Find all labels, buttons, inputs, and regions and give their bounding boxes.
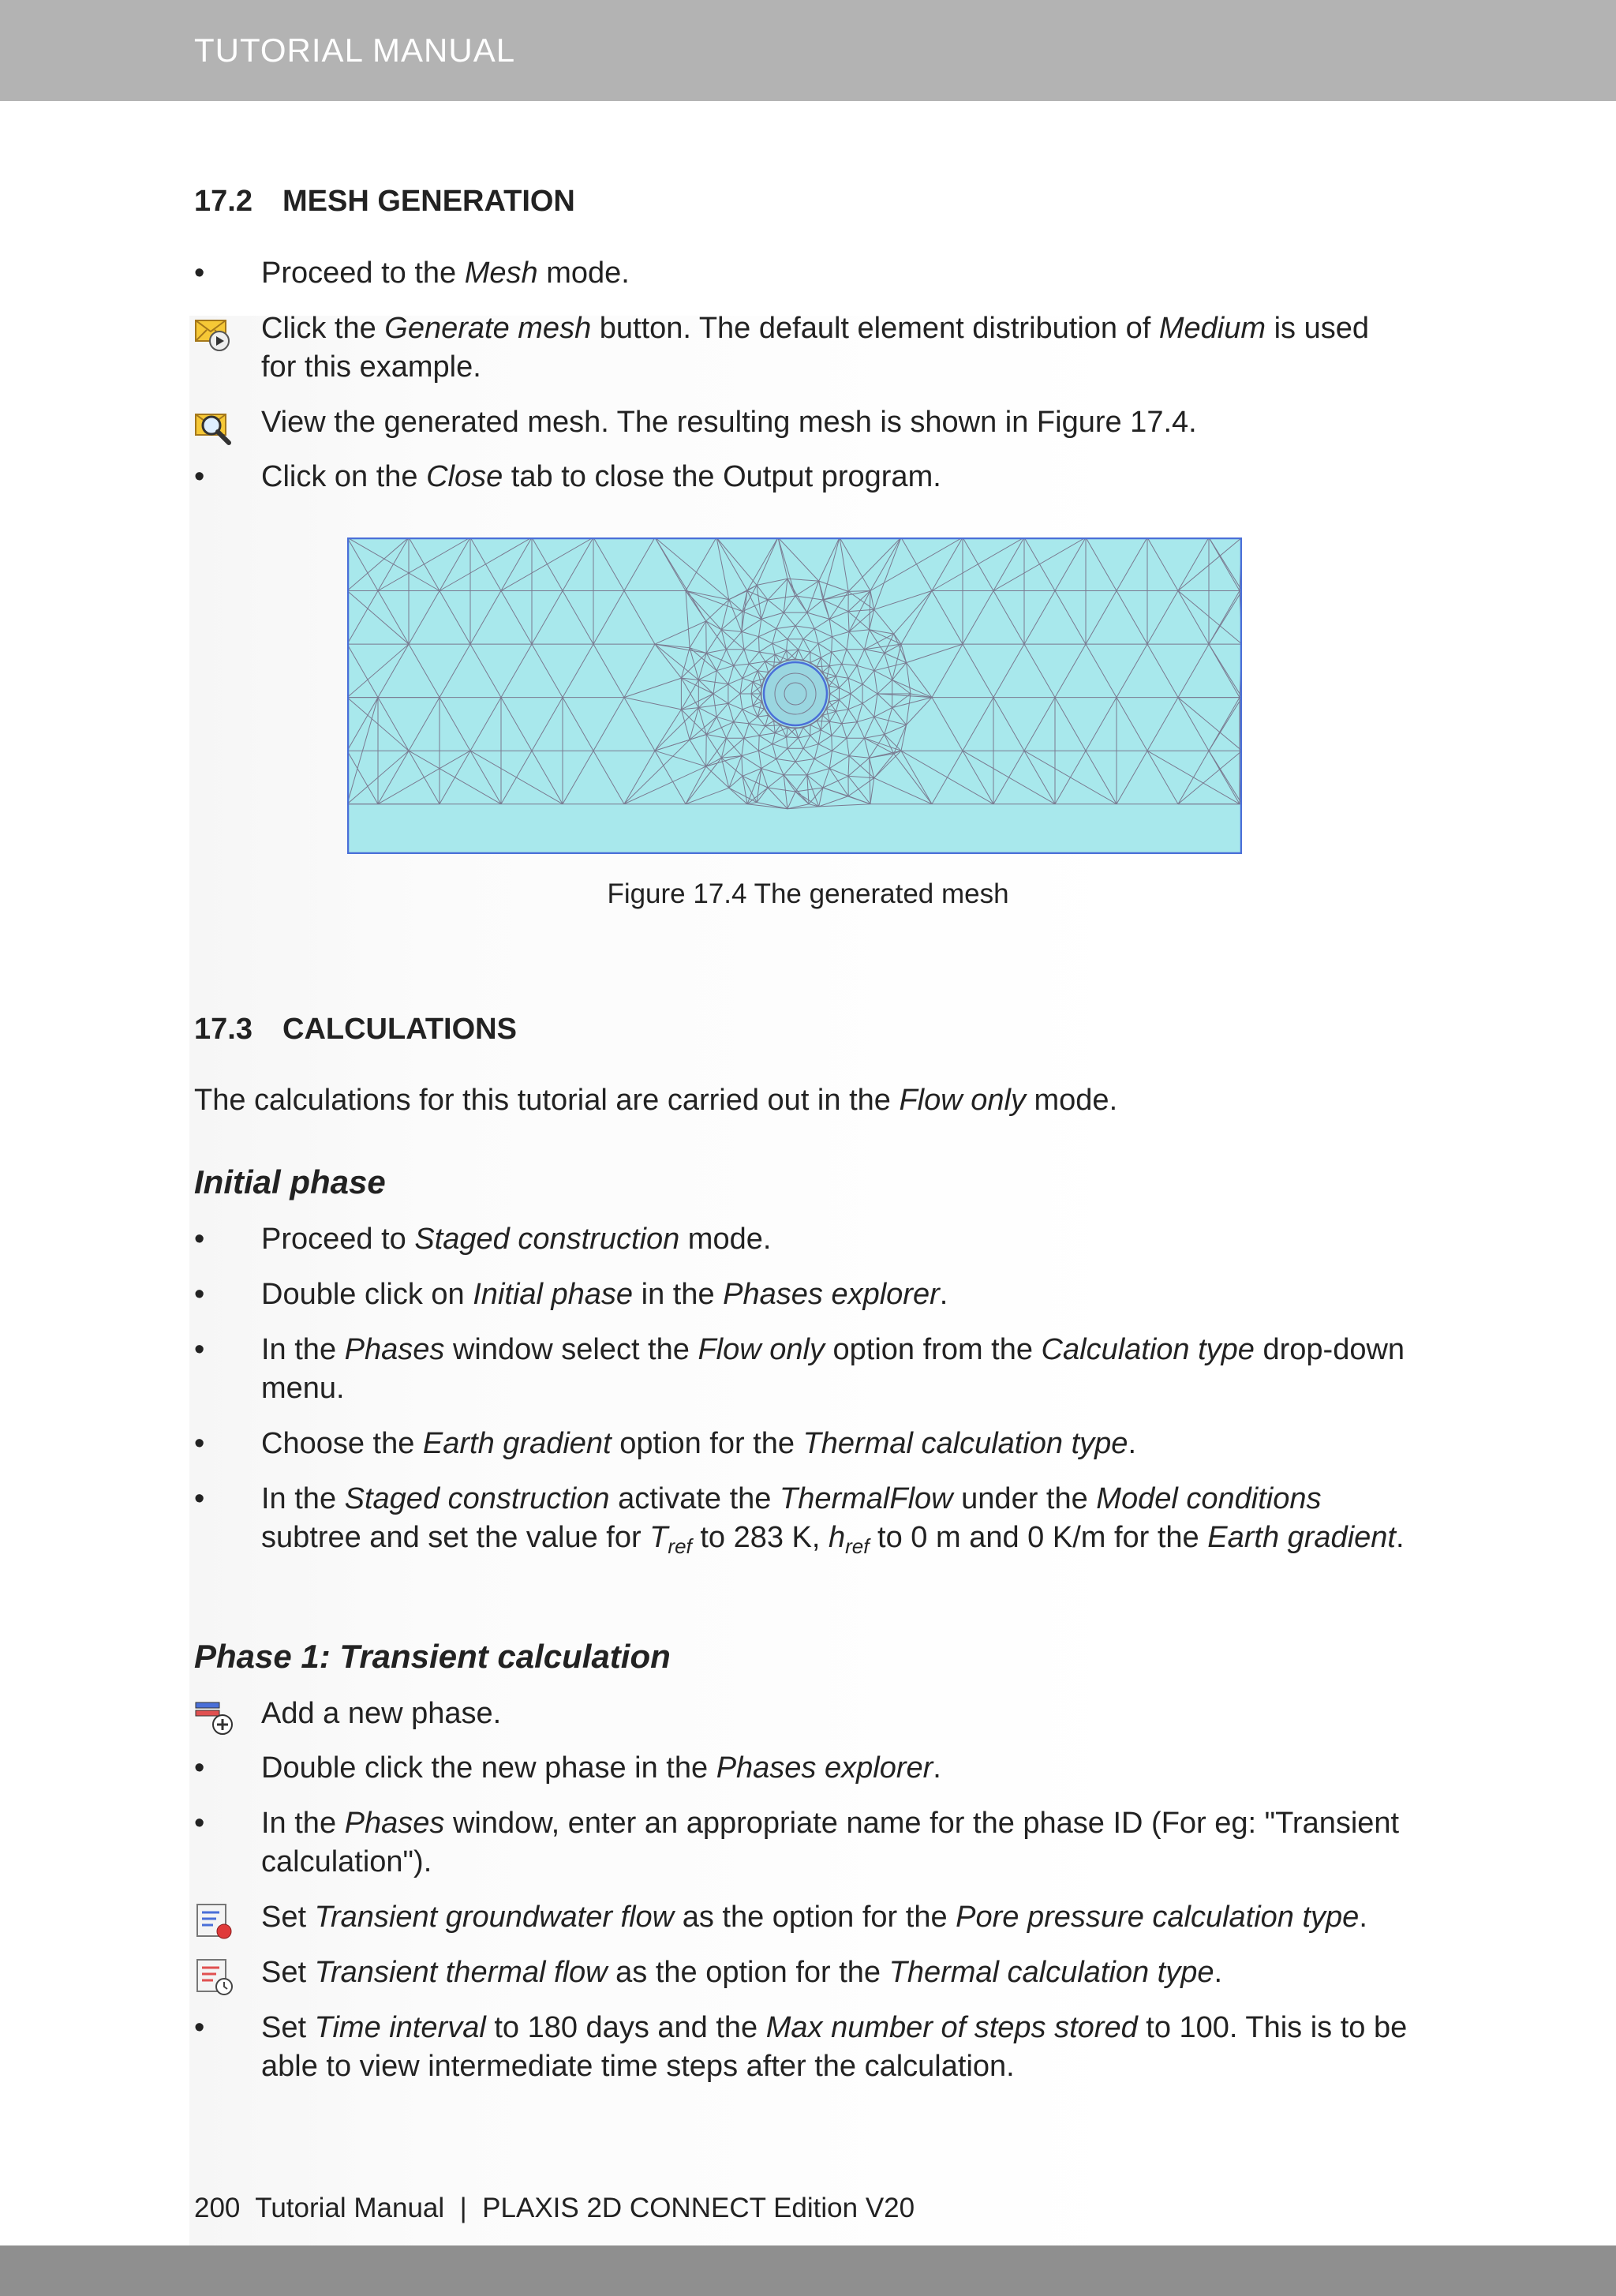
mesh-edge bbox=[706, 735, 707, 767]
bullet: • bbox=[194, 1482, 205, 1515]
bullet: • bbox=[194, 460, 205, 493]
section-title: CALCULATIONS bbox=[282, 1013, 517, 1046]
page-header bbox=[0, 0, 1616, 101]
section-number: 17.3 bbox=[194, 1013, 252, 1046]
list-item: • In the Staged construction activate the ThermalFlow under the Model conditions subtree and set the value for $T_{ref}$ to 283 K, $h_{ref}$ to 0 m and 0 K/m for the Earth gradient. bbox=[194, 1480, 1409, 1557]
bullet: • bbox=[194, 257, 205, 290]
thermal-type-icon[interactable] bbox=[194, 1957, 235, 1998]
figure-caption: Figure 17.4 The generated mesh bbox=[607, 878, 1009, 909]
list-item: • Set Time interval to 180 days and the Max number of steps stored to 100. This is to be able to view intermediate time steps after the calculation. bbox=[194, 2009, 1409, 2086]
list-item: Click the Generate mesh button. The default element distribution of Medium is used for this example. bbox=[194, 309, 1409, 387]
list-item: Set Transient thermal flow as the option for the Thermal calculation type. bbox=[194, 1953, 1409, 1992]
page-number: 200 bbox=[194, 2193, 241, 2223]
footer-separator: | bbox=[459, 2193, 467, 2223]
bullet: • bbox=[194, 1333, 205, 1366]
section-title: MESH GENERATION bbox=[282, 185, 575, 218]
list-item: • Choose the Earth gradient option for the Thermal calculation type. bbox=[194, 1425, 1409, 1463]
generate-mesh-icon[interactable] bbox=[194, 313, 235, 354]
bullet: • bbox=[194, 1807, 205, 1840]
mesh-image bbox=[347, 537, 1242, 854]
section-number: 17.2 bbox=[194, 185, 252, 218]
bullet: • bbox=[194, 1278, 205, 1311]
bullet: • bbox=[194, 1427, 205, 1460]
list-item: • Double click on Initial phase in the Phases explorer. bbox=[194, 1275, 1409, 1314]
pore-pressure-type-icon[interactable] bbox=[194, 1901, 235, 1942]
add-phase-icon[interactable] bbox=[194, 1698, 235, 1739]
footer-product: PLAXIS 2D CONNECT Edition V20 bbox=[482, 2193, 915, 2223]
list-item: • Proceed to Staged construction mode. bbox=[194, 1220, 1409, 1259]
mesh-edge bbox=[706, 621, 707, 654]
section-heading-calculations bbox=[194, 1013, 517, 1047]
header-title: TUTORIAL MANUAL bbox=[194, 32, 516, 69]
list-item: View the generated mesh. The resulting mesh is shown in Figure 17.4. bbox=[194, 403, 1409, 442]
intro-paragraph: The calculations for this tutorial are carried out in the Flow only mode. bbox=[194, 1084, 1118, 1117]
section-heading-mesh bbox=[194, 185, 575, 219]
list-item: Add a new phase. bbox=[194, 1695, 1409, 1733]
page-footer bbox=[194, 2193, 915, 2224]
footer-band bbox=[0, 2245, 1616, 2296]
list-item: • In the Phases window select the Flow only option from the Calculation type drop-down menu. bbox=[194, 1331, 1409, 1408]
list-item: • In the Phases window, enter an appropriate name for the phase ID (For eg: "Transient calculation"). bbox=[194, 1804, 1409, 1882]
list-item: • Double click the new phase in the Phases explorer. bbox=[194, 1749, 1409, 1788]
list-item: Set Transient groundwater flow as the option for the Pore pressure calculation type. bbox=[194, 1898, 1409, 1937]
footer-doc-title: Tutorial Manual bbox=[255, 2193, 445, 2223]
view-mesh-icon[interactable] bbox=[194, 406, 235, 448]
subheading-initial-phase: Initial phase bbox=[194, 1163, 386, 1200]
list-item: • Click on the Close tab to close the Output program. bbox=[194, 458, 1409, 496]
mesh-figure bbox=[347, 537, 1242, 854]
list-item: • Proceed to the Mesh mode. bbox=[194, 254, 1409, 293]
subheading-phase1: Phase 1: Transient calculation bbox=[194, 1638, 671, 1675]
bullet: • bbox=[194, 1751, 205, 1785]
mesh-edge bbox=[759, 736, 760, 751]
bullet: • bbox=[194, 2011, 205, 2044]
bullet: • bbox=[194, 1223, 205, 1256]
mesh-edge bbox=[759, 637, 760, 652]
